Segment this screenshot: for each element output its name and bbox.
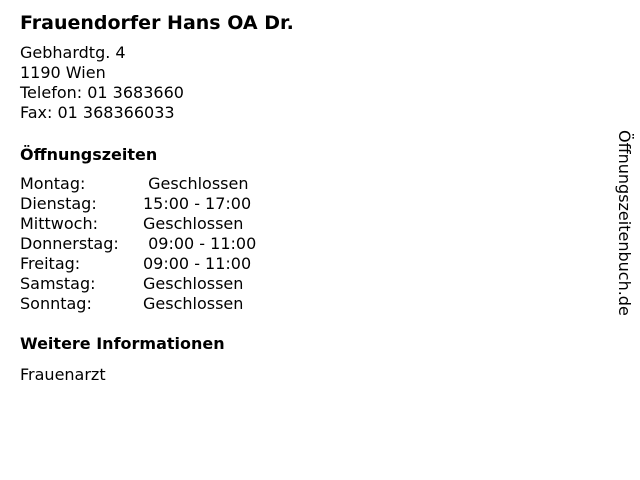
time-value: Geschlossen	[143, 274, 244, 293]
opening-hours-table	[20, 174, 256, 314]
phone-number: Telefon: 01 3683660	[20, 83, 184, 102]
day-label: Donnerstag:	[20, 234, 119, 253]
hours-row-tuesday	[20, 194, 256, 214]
time-value: Geschlossen	[143, 174, 249, 193]
opening-hours-heading: Öffnungszeiten	[20, 145, 158, 164]
hours-row-thursday	[20, 234, 256, 254]
day-label: Freitag:	[20, 254, 81, 273]
day-label: Dienstag:	[20, 194, 97, 213]
time-value: 09:00 - 11:00	[143, 254, 252, 273]
contact-block	[20, 43, 184, 123]
day-label: Samstag:	[20, 274, 96, 293]
city-postal: 1190 Wien	[20, 63, 106, 82]
time-value: Geschlossen	[143, 294, 244, 313]
time-value: 09:00 - 11:00	[143, 234, 257, 253]
hours-row-saturday	[20, 274, 256, 294]
category-text: Frauenarzt	[20, 365, 106, 384]
hours-row-monday	[20, 174, 256, 194]
day-label: Mittwoch:	[20, 214, 98, 233]
day-label: Sonntag:	[20, 294, 92, 313]
business-name: Frauendorfer Hans OA Dr.	[20, 12, 294, 34]
street-address: Gebhardtg. 4	[20, 43, 126, 62]
hours-row-sunday	[20, 294, 256, 314]
hours-row-friday	[20, 254, 256, 274]
day-label: Montag:	[20, 174, 86, 193]
more-info-heading: Weitere Informationen	[20, 334, 225, 353]
time-value: Geschlossen	[143, 214, 244, 233]
site-brand-vertical: Öffnungszeitenbuch.de	[615, 130, 634, 316]
hours-row-wednesday	[20, 214, 256, 234]
time-value: 15:00 - 17:00	[143, 194, 252, 213]
fax-number: Fax: 01 368366033	[20, 103, 175, 122]
